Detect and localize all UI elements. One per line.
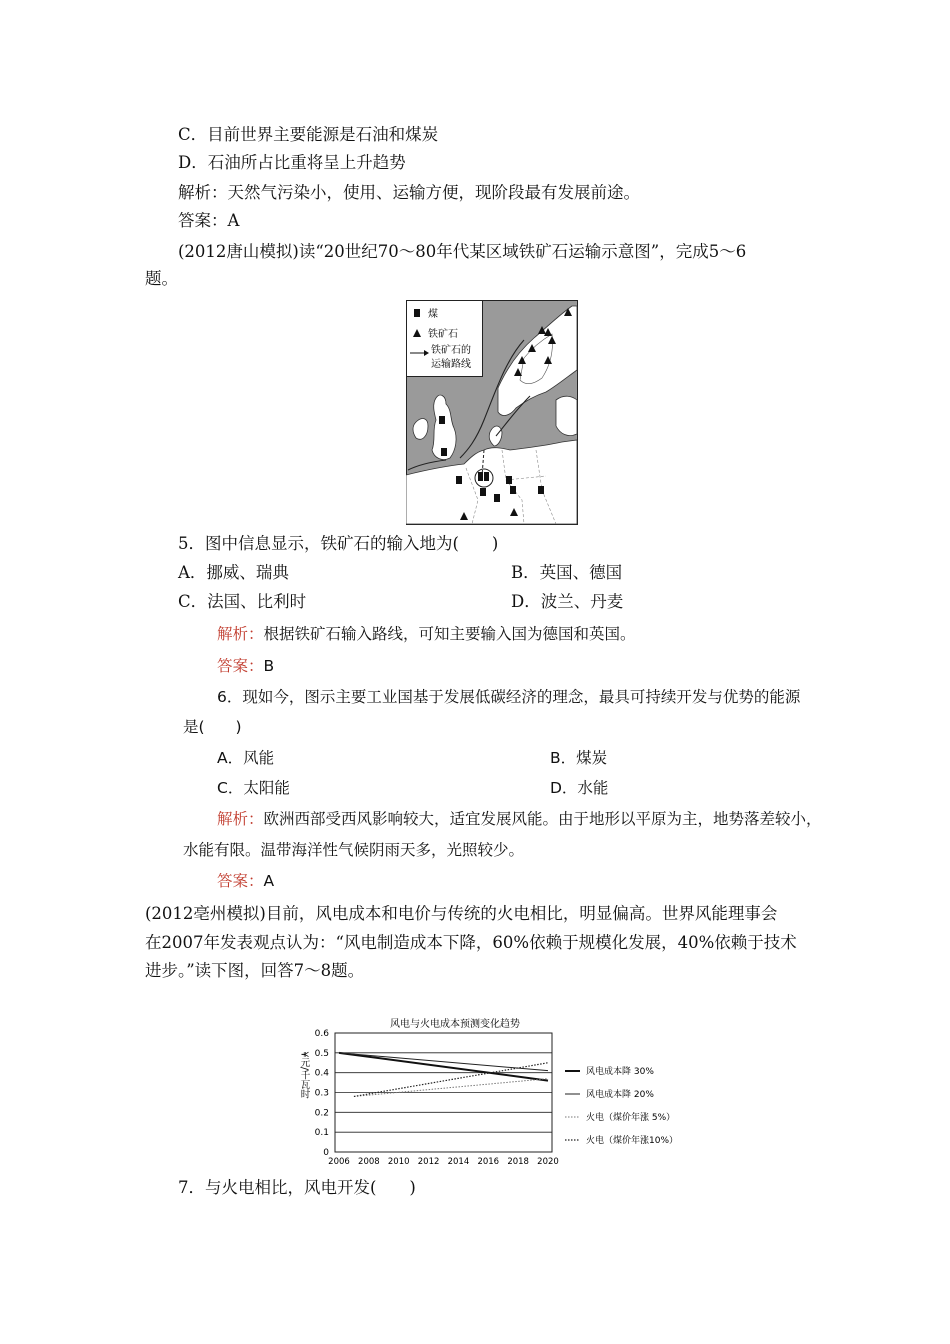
q5-option-c: C．法国、比利时 (178, 592, 307, 611)
q6-answer-label: 答案： (217, 872, 264, 890)
intro-5-6-line1: (2012唐山模拟)读“20世纪70～80年代某区域铁矿石运输示意图”，完成5～6 (178, 242, 747, 261)
chart-grid (335, 1033, 552, 1152)
x-tick-label: 2008 (358, 1157, 380, 1167)
coal-marker (456, 476, 462, 484)
option-c-q4: C．目前世界主要能源是石油和煤炭 (178, 125, 439, 144)
legend-label: 火电（煤价年涨10%） (586, 1136, 679, 1146)
q5-answer-value: B (263, 657, 275, 675)
x-tick-label: 2018 (507, 1157, 529, 1167)
q5-analysis-text: 根据铁矿石输入路线，可知主要输入国为德国和英国。 (263, 625, 636, 643)
coal-marker (439, 416, 445, 424)
y-tick-label: 0 (323, 1148, 329, 1158)
q6-analysis-label: 解析： (217, 810, 264, 828)
q6-option-d: D．水能 (550, 779, 609, 797)
q6-option-b: B．煤炭 (550, 749, 608, 767)
iron-ore-transport-map (406, 300, 578, 525)
x-tick-label: 2012 (417, 1157, 440, 1167)
coal-marker (538, 486, 544, 494)
y-tick-label: 0.5 (314, 1048, 329, 1059)
legend-iron-label: 铁矿石 (428, 329, 458, 340)
legend-label: 风电成本降 20% (586, 1090, 654, 1100)
intro-7-8-line1: (2012亳州模拟)目前，风电成本和电价与传统的火电相比，明显偏高。世界风能理事会 (145, 904, 778, 923)
intro-5-6-line2: 题。 (145, 269, 178, 288)
legend-coal-symbol (414, 309, 420, 317)
coal-marker (478, 472, 483, 481)
y-tick-label: 0.2 (314, 1108, 329, 1119)
series-line (339, 1053, 548, 1081)
legend-label: 风电成本降 30% (586, 1067, 654, 1077)
legend-label: 火电（煤价年涨 5%） (586, 1113, 676, 1123)
q5-analysis-label: 解析： (217, 625, 264, 643)
coal-marker (510, 486, 516, 494)
q6-option-a: A．风能 (217, 749, 275, 767)
option-d-q4: D．石油所占比重将呈上升趋势 (178, 153, 406, 172)
chart-title: 风电与火电成本预测变化趋势 (390, 1019, 520, 1030)
x-tick-label: 2006 (328, 1157, 350, 1167)
q7-stem: 7．与火电相比，风电开发( ) (178, 1178, 416, 1197)
q5-option-d: D．波兰、丹麦 (511, 592, 624, 611)
coal-marker (494, 494, 500, 502)
coal-marker (506, 476, 512, 484)
chart-y-label: ¥元/千瓦时 (298, 1051, 310, 1099)
coal-marker (441, 448, 447, 456)
q5-analysis (217, 623, 636, 645)
q6-analysis-text-1: 欧洲西部受西风影响较大，适宜发展风能。由于地形以平原为主，地势落差较小， (263, 810, 822, 828)
q5-option-a: A．挪威、瑞典 (178, 563, 289, 582)
q6-analysis-line1 (217, 808, 822, 830)
q5-stem: 5．图中信息显示，铁矿石的输入地为( ) (178, 534, 499, 553)
x-tick-label: 2010 (387, 1157, 410, 1167)
x-tick-label: 2020 (537, 1157, 559, 1167)
wind-thermal-cost-chart (290, 1015, 710, 1175)
chart-series (339, 1053, 548, 1097)
y-tick-label: 0.1 (314, 1128, 329, 1139)
coal-marker (484, 472, 489, 481)
intro-7-8-line3: 进步。”读下图，回答7～8题。 (145, 961, 365, 980)
q6-answer (217, 870, 274, 892)
finland-land (556, 396, 577, 435)
answer-q4: 答案：A (178, 211, 240, 230)
y-tick-label: 0.3 (314, 1088, 329, 1099)
coal-marker (480, 488, 486, 496)
q6-option-c: C．太阳能 (217, 779, 290, 797)
legend-route-label-2: 运输路线 (431, 359, 471, 370)
legend-route-label-1: 铁矿石的 (431, 345, 471, 356)
q5-option-b: B．英国、德国 (511, 563, 623, 582)
q6-answer-value: A (263, 872, 275, 890)
q5-answer-label: 答案： (217, 657, 264, 675)
analysis-q4: 解析：天然气污染小，使用、运输方便，现阶段最有发展前途。 (178, 183, 640, 202)
intro-7-8-line2: 在2007年发表观点认为：“风电制造成本下降，60%依赖于规模化发展，40%依赖于技术 (145, 933, 797, 952)
y-tick-label: 0.4 (314, 1068, 329, 1079)
x-tick-label: 2016 (477, 1157, 500, 1167)
q5-answer (217, 655, 274, 677)
q6-stem-line2: 是( ) (183, 718, 242, 736)
y-tick-label: 0.6 (314, 1029, 329, 1039)
q6-analysis-line2: 水能有限。温带海洋性气候阴雨天多，光照较少。 (183, 841, 525, 859)
chart-x-ticks (328, 1157, 559, 1167)
chart-y-ticks (315, 1029, 330, 1158)
x-tick-label: 2014 (447, 1157, 470, 1167)
chart-legend (565, 1065, 678, 1146)
legend-coal-label: 煤 (428, 309, 438, 320)
q6-stem-line1: 6．现如今，图示主要工业国基于发展低碳经济的理念，最具可持续开发与优势的能源 (217, 688, 801, 706)
series-line (354, 1079, 548, 1097)
